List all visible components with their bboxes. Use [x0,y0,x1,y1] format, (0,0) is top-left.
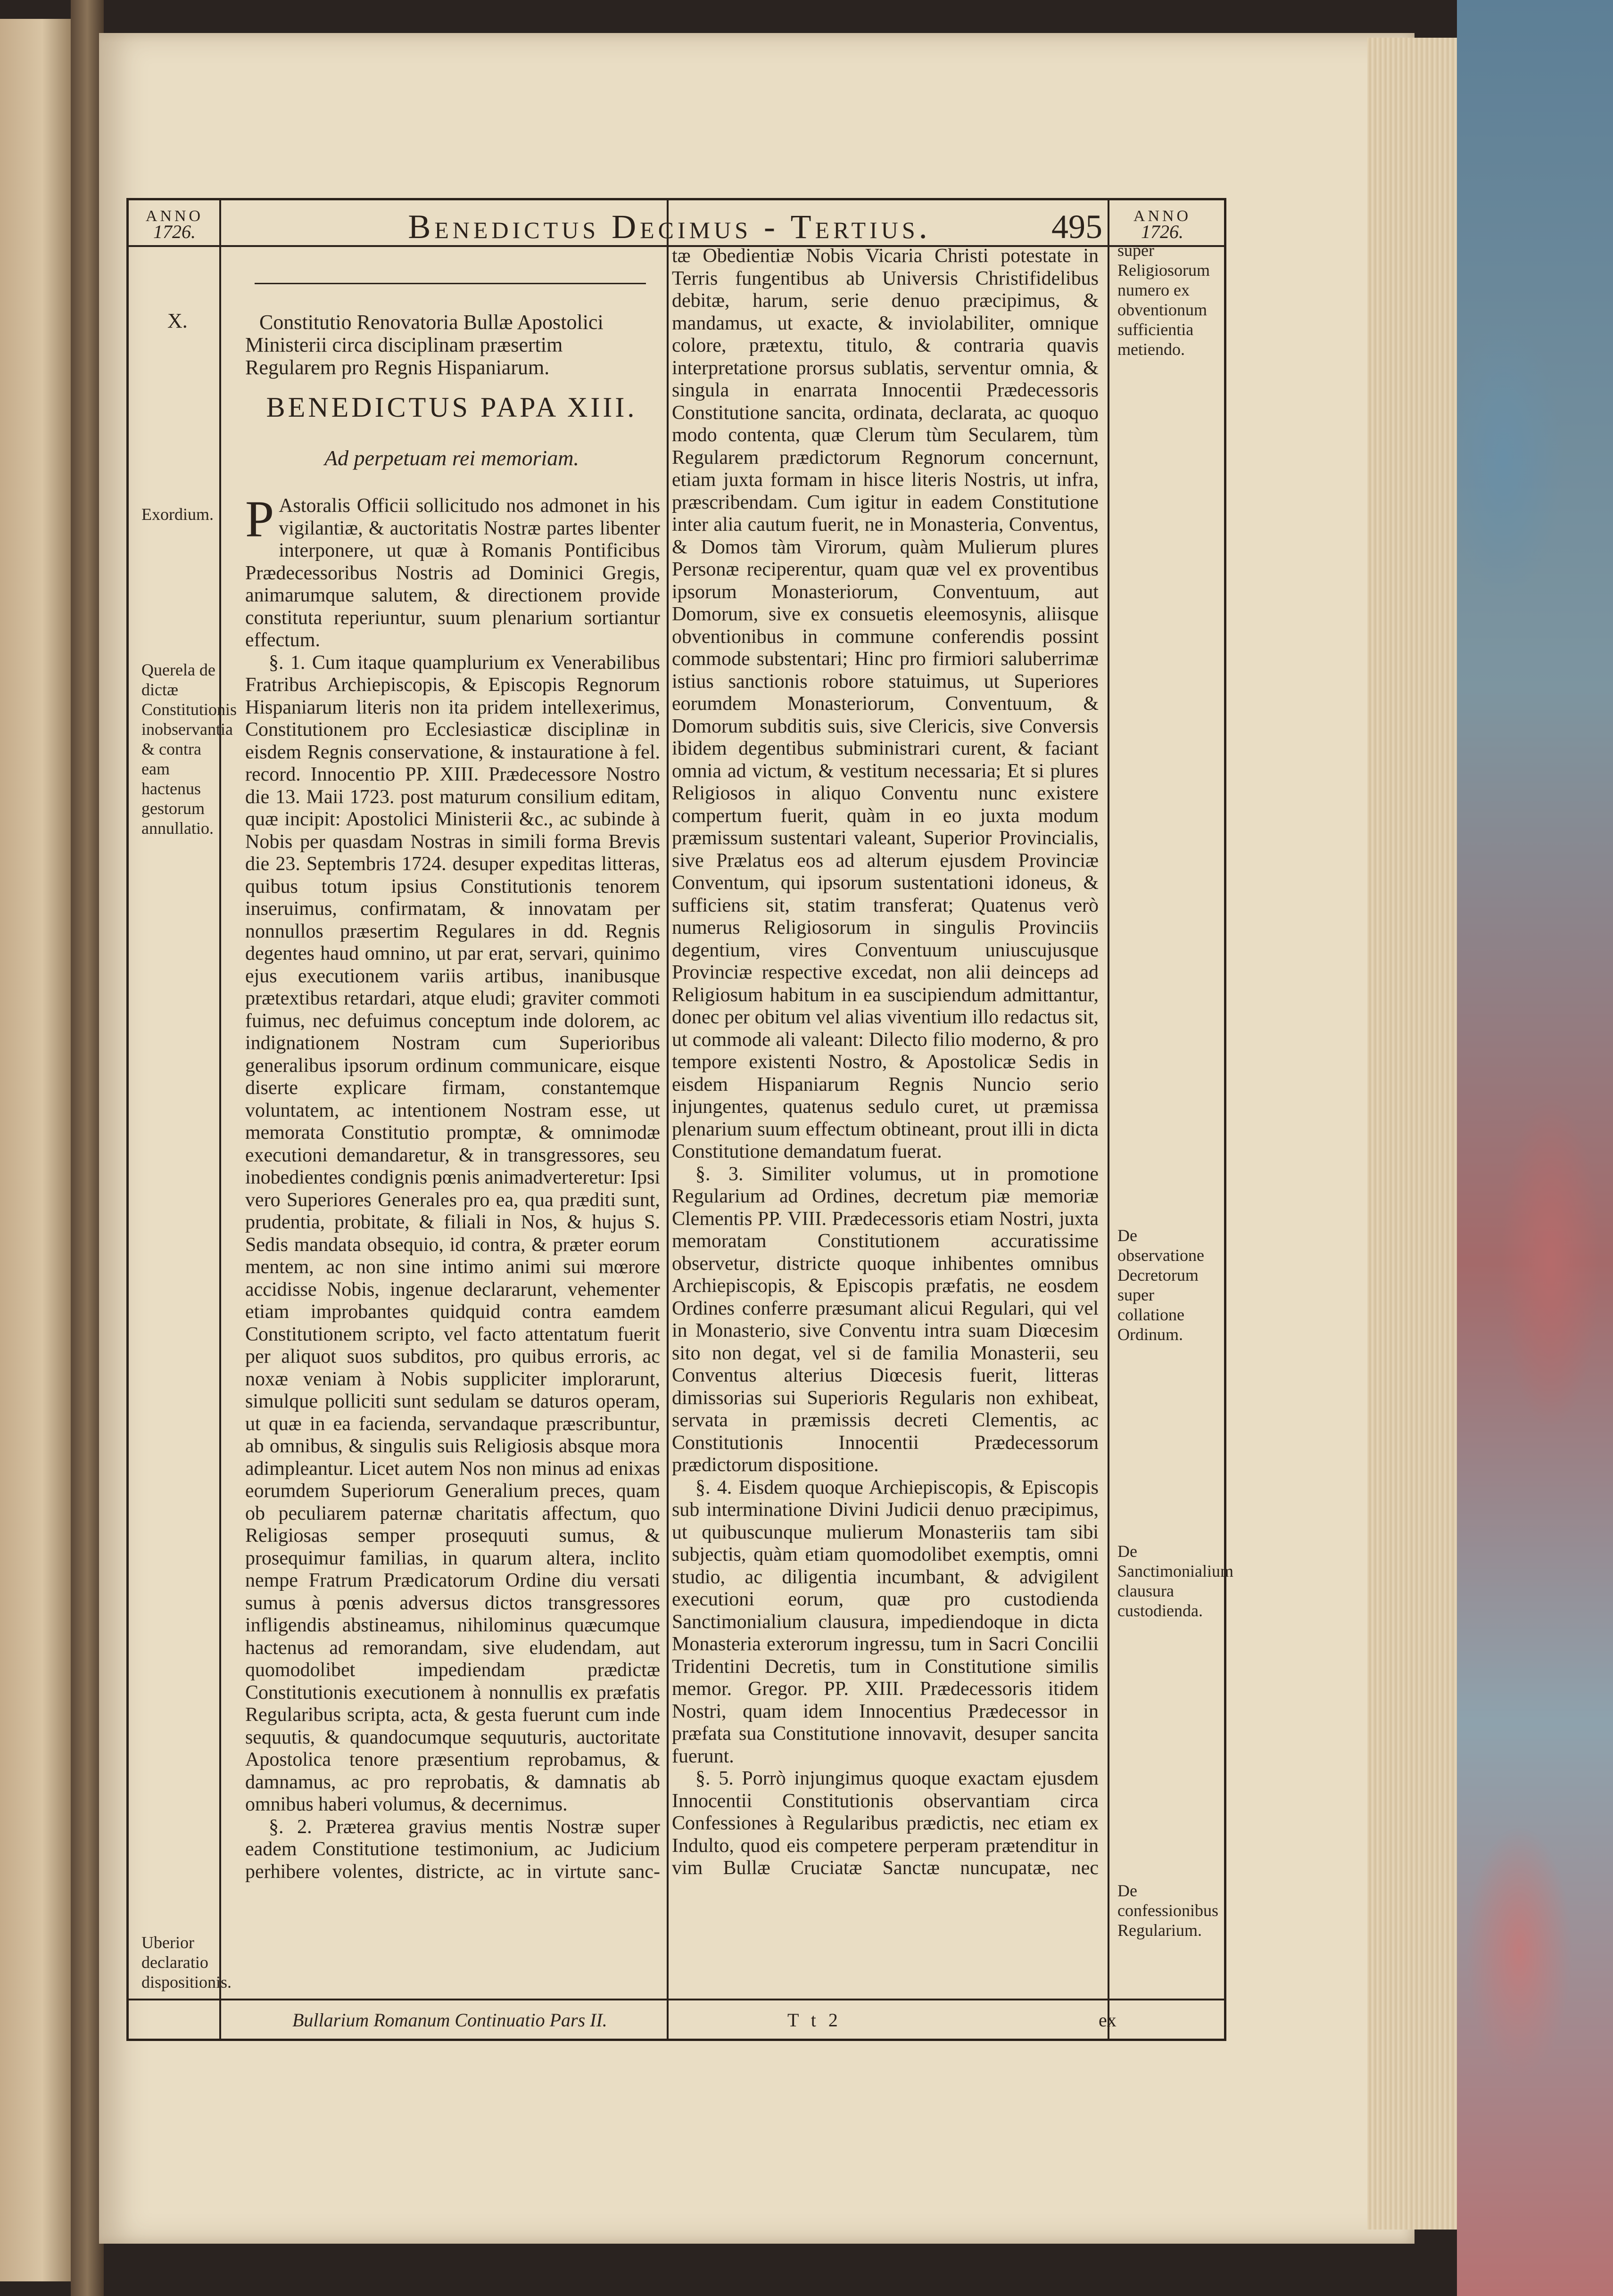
right-margin-rule [1108,200,1109,2039]
margin-note-super: super Religiosorum numero ex obventionum sufficientia metiendo. [1117,241,1210,359]
page-edges [1367,38,1462,2230]
paragraph-2: §. 2. Præterea gravius mentis Nostræ super eadem Constitutione testimonium, ac Judicium perhibere volentes, districte, ac in virtute sanc- [245,1816,660,1883]
right-column-text [672,245,1099,1880]
pope-heading: BENEDICTUS PAPA XIII. [266,392,637,423]
margin-note-sanctimonialium: De Sanctimonialium clausura custodienda. [1117,1542,1233,1620]
paragraph-1: §. 1. Cum itaque quamplurium ex Venerabilibus Fratribus Archiepiscopis, & Episcopis Regnorum Hispaniarum literis non ita pridem intellexerimus, Constitutionem pro Ecclesiasticæ disciplinæ in eisdem Regnis conservatione, & instauratione à fel. record. Innocentio PP. XIII. Prædecessore Nostro die 13. Maii 1723. post maturum consilium editam, quæ incipit: Apostolici Ministerii &c., ac subinde à Nobis per quasdam Nostras in simili forma Brevis die 23. Septembris 1724. desuper expeditas litteras, quibus totum ipsius Constitutionis tenorem inseruimus, confirmatam, & innovatam per nonnullos præsertim Regulares in dd. Regnis degentes haud omnino, ut par erat, servari, quinimo ejus executionem variis artibus, inanibusque prætextibus retardari, atque eludi; graviter commoti fuimus, nec defuimus conceptum inde dolorem, ac indignationem Nostram cum Superioribus generalibus ipsorum ordinum communicare, eisque diserte explicare firmam, constantemque voluntatem, ac intentionem Nostram esse, ut memorata Constitutio promptæ, & omnimodæ executioni demandaretur, & in transgressores, seu inobedientes condignis pœnis animadverteretur: Ipsi vero Superiores Generales pro ea, qua præditi sunt, prudentia, probitate, & filiali in Nos, & hujus S. Sedis mandata obsequio, id contra, & præter eorum mentem, ac non sine intimo animi sui mœrore accidisse Nobis, ingenue declararunt, vehementer etiam improbantes quidquid contra eamdem Constitutionem scripto, vel facto attentatum fuerit per aliquot suos subditos, pro quibus erroris, ac noxæ veniam à Nobis suppliciter implorarunt, simulque polliciti sunt sedulam se daturos operam, ut quæ in ea facienda, servandaque præscribuntur, ab omnibus, & singulis suis Religiosis absque mora adimpleantur. Licet autem Nos non minus ad enixas eorumdem Superiorum Generalium preces, quam ob peculiarem paternæ charitatis affectum, quo Religiosas semper prosequuti sumus, & prosequimur familias, in quarum altera, inclito nempe Fratrum Prædicatorum Ordine diu versati sumus à pœnis adversus dictos transgressores infligendis abstineamus, nihilominus quæcumque hactenus ad remorandam, sive eludendam, aut quomodolibet impediendam prædictæ Constitutionis executionem à nonnullis ex præfatis Regularibus scripta, acta, & gesta fuerunt cum inde sequutis, & quandocumque sequuturis, auctoritate Apostolica tenore præsentium reprobamus, & damnamus, ac pro reprobatis, & damnatis ab omnibus haberi volumus, & decernimus. [245,651,660,1815]
header-anno-right: ANNO [1133,207,1191,225]
footer-title: Bullarium Romanum Continuatio Pars II. [292,2009,607,2031]
left-column-text [245,490,660,1883]
signature-mark: T t 2 [787,2009,842,2031]
running-title: Benedictus Decimus - Tertius. [408,208,931,246]
column-divider [667,200,669,2039]
catchword: ex [1099,2009,1117,2031]
constitution-summary: Constitutio Renovatoria Bullæ Apostolici Ministerii circa disciplinam præsertim Regularem pro Regnis Hispaniarum. [245,311,604,379]
header-year-right: 1726. [1141,221,1183,242]
header-anno-left: ANNO [145,207,204,225]
margin-note-observatione: De observatione Decretorum super collatione Ordinum. [1117,1226,1204,1344]
margin-note-confessionibus: De confessionibus Regularium. [1117,1881,1218,1940]
left-margin-rule [219,200,221,2039]
left-page-edge [0,19,71,2281]
paragraph-3: §. 3. Similiter volumus, ut in promotione Regularium ad Ordines, decretum piæ memoriæ Clementis PP. VIII. Prædecessoris etiam Nostri, juxta memoratam Constitutionem accuratissime observetur, districte quoque inhibentes omnibus Archiepiscopis, & Episcopis præfatis, ne eosdem Ordines conferre præsumant alicui Regulari, qui vel in Monasterio, sive Conventu intra suam Diœcesim sito non degat, vel si de familia Monasterii, seu Conventus alterius Diœcesis fuerit, litteras dimissorias sui Superioris Regularis non exhibeat, servata in præmissis decreti Clementis, ac Constitutionis Innocentii Prædecessorum prædictorum dispositione. [672,1163,1099,1476]
summary-top-rule [255,283,646,284]
paragraph-5: §. 5. Porrò injungimus quoque exactam ejusdem Innocentii Constitutionis observantiam circa Confessiones à Regularibus prædictis, nec etiam ex Indulto, quod eis competere perperam prætenditur in vim Bullæ Cruciatæ Sanctæ nuncupatæ, nec [672,1768,1099,1879]
page-number: 495 [1051,208,1102,246]
footer-rule [129,1999,1224,2000]
margin-note-querela: Querela de dictæ Constitutionis inobservantia & contra eam hactenus gestorum annullatio. [141,660,237,838]
paragraph-continuation: tæ Obedientiæ Nobis Vicaria Christi potestate in Terris fungentibus ab Universis Christifidelibus debitæ, harum, serie denuo præcipimus, & mandamus, ut exacte, & inviolabiliter, omnique colore, prætextu, titulo, & contraria quavis interpretatione prorsus sublatis, serventur omnia, & singula in enarrata Innocentii Prædecessoris Constitutione sancita, ordinata, declarata, ac quoquo modo contenta, quæ Clerum tùm Secularem, tùm Regularem prædictorum Regnorum concernunt, etiam juxta formam in hisce literis Nostris, ut infra, præscribendam. Cum igitur in eadem Constitutione inter alia cautum fuerit, ne in Monasteria, Conventus, & Domos tàm Virorum, quàm Mulierum plures Personæ reciperentur, quam quæ vel ex proventibus ipsorum Monasteriorum, Conventuum, aut Domorum, sive ex consuetis eleemosynis, aliisque obventionibus in commune conferendis possint commode substentari; Hinc pro firmiori saluberrimæ istius sanctionis robore statuimus, ut Superiores eorumdem Monasteriorum, Conventuum, & Domorum subditis suis, sive Clericis, sive Conversis ibidem degentibus subministrari curent, & faciant omnia ad victum, & vestitum necessaria; Et si plures Religiosos in aliquo Conventu nunc existere compertum fuerit, quàm in eo juxta modum præmissum sustentari valeant, Superior Provincialis, sive Prælatus eos ad alterum ejusdem Provinciæ Conventum, qui ipsorum sustentationi idoneus, & sufficiens sit, statim transferat; Quatenus verò numerus Religiosorum in singulis Provinciis degentium, vires Conventuum uniuscujusque Provinciæ respective excedat, non alii deinceps ad Religiosum habitum in ea suscipiendum admittantur, donec per obitum vel alias viventium illo redactus sit, ut commode ali valeant: Dilecto filio moderno, & pro tempore existenti Nostro, & Apostolicæ Sedis in eisdem Hispaniarum Regnis Nuncio serio injungentes, quatenus sedulo curet, ut præmissa plenarium suum effectum obtineant, prout illi in dicta Constitutione demandatum fuerat. [672,245,1099,1162]
paragraph-4: §. 4. Eisdem quoque Archiepiscopis, & Episcopis sub interminatione Divini Judicii denuo præcipimus, ut quibuscunque mulierum Monasteriis tam sibi subjectis, quàm etiam quomodolibet exemptis, omni studio, ac diligentia incumbant, & advigilent executioni eorum, quæ pro custodienda Sanctimonialium clausura, impediendoque in dicta Monasteria exterorum ingressu, tum in Sacri Concilii Tridentini Decretis, tum in Constitutione similis memor. Gregor. PP. XIII. Prædecessoris itidem Nostri, quam idem Innocentius Prædecessor in præfata sua Constitutione innovavit, desuper sancita fuerunt. [672,1476,1099,1767]
drop-capital: P [245,490,274,548]
header-year-left: 1726. [153,221,196,242]
section-number: X. [167,309,188,332]
perpetuam-line: Ad perpetuam rei memoriam. [324,446,579,470]
marbled-cover [1457,0,1613,2296]
margin-note-uberior: Uberior declaratio dispositionis. [141,1933,232,1992]
exordium-paragraph: Astoralis Officii sollicitudo nos admonet in his vigilantiæ, & auctoritatis Nostræ partes libenter interponere, ut quæ à Romanis Pontificibus Prædecessoribus Nostris ad Dominici Gregis, animarumque salutem, & directionem provide constituta reperiuntur, suum plenarium sortiantur effectum. [245,495,660,651]
margin-note-exordium: Exordium. [141,505,214,524]
